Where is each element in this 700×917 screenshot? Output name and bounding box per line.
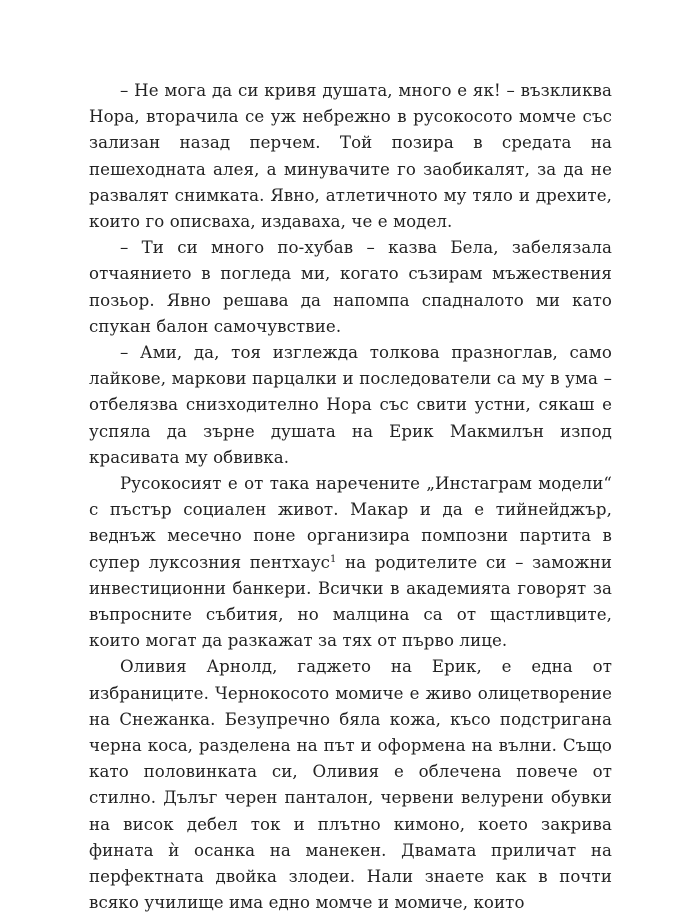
paragraph-2: – Ти си много по-хубав – казва Бела, забелязала отчаянието в погледа ми, когато съзирам мъжествения позьор. Явно решава да напомпа спадналото ми като спукан балон самочувствие. [89,238,612,336]
footnote-marker[interactable]: 1 [330,553,337,565]
paragraph-3: – Ами, да, тоя изглежда толкова празноглав, само лайкове, маркови парцалки и последователи са му в ума – отбелязва снизходително Нора със свити устни, сякаш е успяла да зърне душата на Ерик Макмилън изпод красивата му обвивка. [89,343,612,467]
paragraph-1: – Не мога да си кривя душата, много е як! – възкликва Нора, вторачила се уж небрежно в русокосото момче със зализан назад перчем. Той позира в средата на пешеходната алея, а минувачите го заобикалят, за да не развалят снимката. Явно, атлетичното му тяло и дрехите, които го описваха, издаваха, че е модел. [89,81,612,232]
page-text-block [89,78,612,917]
paragraph-4-text-before-note: Русокосият е от така наречените „Инстаграм модели“ с пъстър социален живот. Макар и да е тийнейджър, веднъж месечно поне организира помпозни партита в супер луксозния пентхаус [89,474,612,572]
paragraph-4 [89,471,612,654]
paragraph-4-text-after-note: на родителите си – заможни инвестиционни банкери. Всички в академията говорят за въпросните събития, но малцина са от щастливците, които могат да разкажат за тях от първо лице. [89,552,612,651]
paragraph-5: Оливия Арнолд, гаджето на Ерик, е една от избраниците. Чернокосото момиче е живо олицетворение на Снежанка. Безупречно бяла кожа, късо подстригана черна коса, разделена на път и оформена на вълни. Също като половинката си, Оливия е облечена повече от стилно. Дълъг черен панталон, червени велурени обувки на висок дебел ток и плътно кимоно, което закрива фината ѝ осанка на манекен. Двамата приличат на перфектната двойка злодеи. Нали знаете как в почти всяко училище има едно момче и момиче, които [89,657,612,913]
